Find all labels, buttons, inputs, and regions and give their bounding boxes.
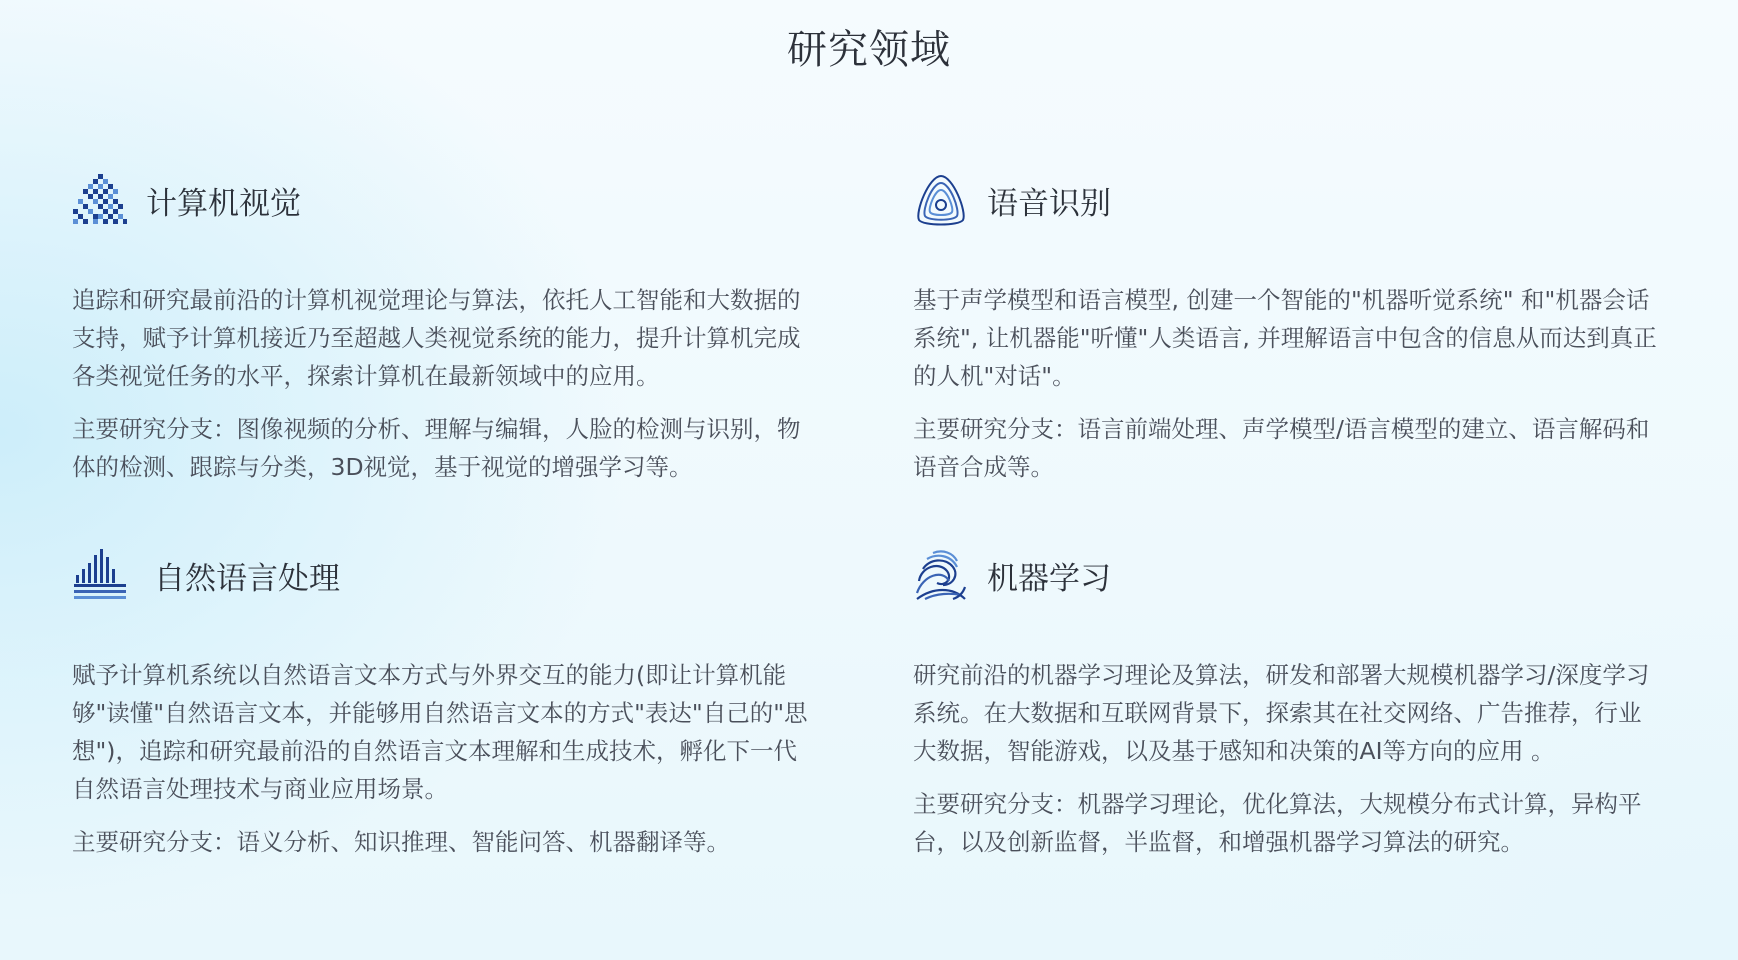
card-header	[72, 170, 812, 230]
page-title: 研究领域	[787, 27, 951, 73]
text-bars-icon	[72, 547, 128, 603]
card-title: 机器学习	[987, 560, 1111, 597]
card-title: 语音识别	[987, 185, 1111, 222]
card-description: 追踪和研究最前沿的计算机视觉理论与算法，依托人工智能和大数据的支持，赋予计算机接近乃至超越人类视觉系统的能力，提升计算机完成各类视觉任务的水平，探索计算机在最新领域中的应用。	[72, 286, 801, 390]
card-header	[913, 545, 1658, 605]
card-title: 计算机视觉	[146, 185, 301, 222]
card-header	[913, 170, 1658, 230]
research-card-computer-vision	[72, 170, 812, 486]
research-card-nlp	[72, 545, 812, 861]
card-title: 自然语言处理	[154, 560, 340, 597]
card-description: 基于声学模型和语言模型, 创建一个智能的"机器听觉系统" 和"机器会话系统", 让机器能"听懂"人类语言, 并理解语言中包含的信息从而达到真正的人机"对话"。	[913, 286, 1657, 390]
card-header	[72, 545, 812, 605]
vision-checker-icon	[72, 172, 128, 228]
card-branches: 主要研究分支：图像视频的分析、理解与编辑，人脸的检测与识别，物体的检测、跟踪与分类，3D视觉，基于视觉的增强学习等。	[72, 415, 801, 481]
card-description: 研究前沿的机器学习理论及算法，研发和部署大规模机器学习/深度学习系统。在大数据和互联网背景下，探索其在社交网络、广告推荐，行业大数据，智能游戏，以及基于感知和决策的AI等方向的应用 。	[913, 661, 1650, 765]
research-card-machine-learning	[913, 545, 1658, 861]
sound-wave-triangle-icon	[913, 172, 969, 228]
research-card-speech-recognition	[913, 170, 1658, 486]
card-branches: 主要研究分支：语言前端处理、声学模型/语言模型的建立、语言解码和语音合成等。	[913, 415, 1650, 481]
card-description: 赋予计算机系统以自然语言文本方式与外界交互的能力(即让计算机能够"读懂"自然语言文本，并能够用自然语言文本的方式"表达"自己的"思想")，追踪和研究最前沿的自然语言文本理解和生成技术，孵化下一代自然语言处理技术与商业应用场景。	[72, 661, 808, 803]
card-branches: 主要研究分支：机器学习理论，优化算法，大规模分布式计算，异构平台，以及创新监督，半监督，和增强机器学习算法的研究。	[913, 790, 1642, 856]
card-branches: 主要研究分支：语义分析、知识推理、智能问答、机器翻译等。	[72, 828, 730, 856]
spiral-triangle-icon	[913, 547, 969, 603]
